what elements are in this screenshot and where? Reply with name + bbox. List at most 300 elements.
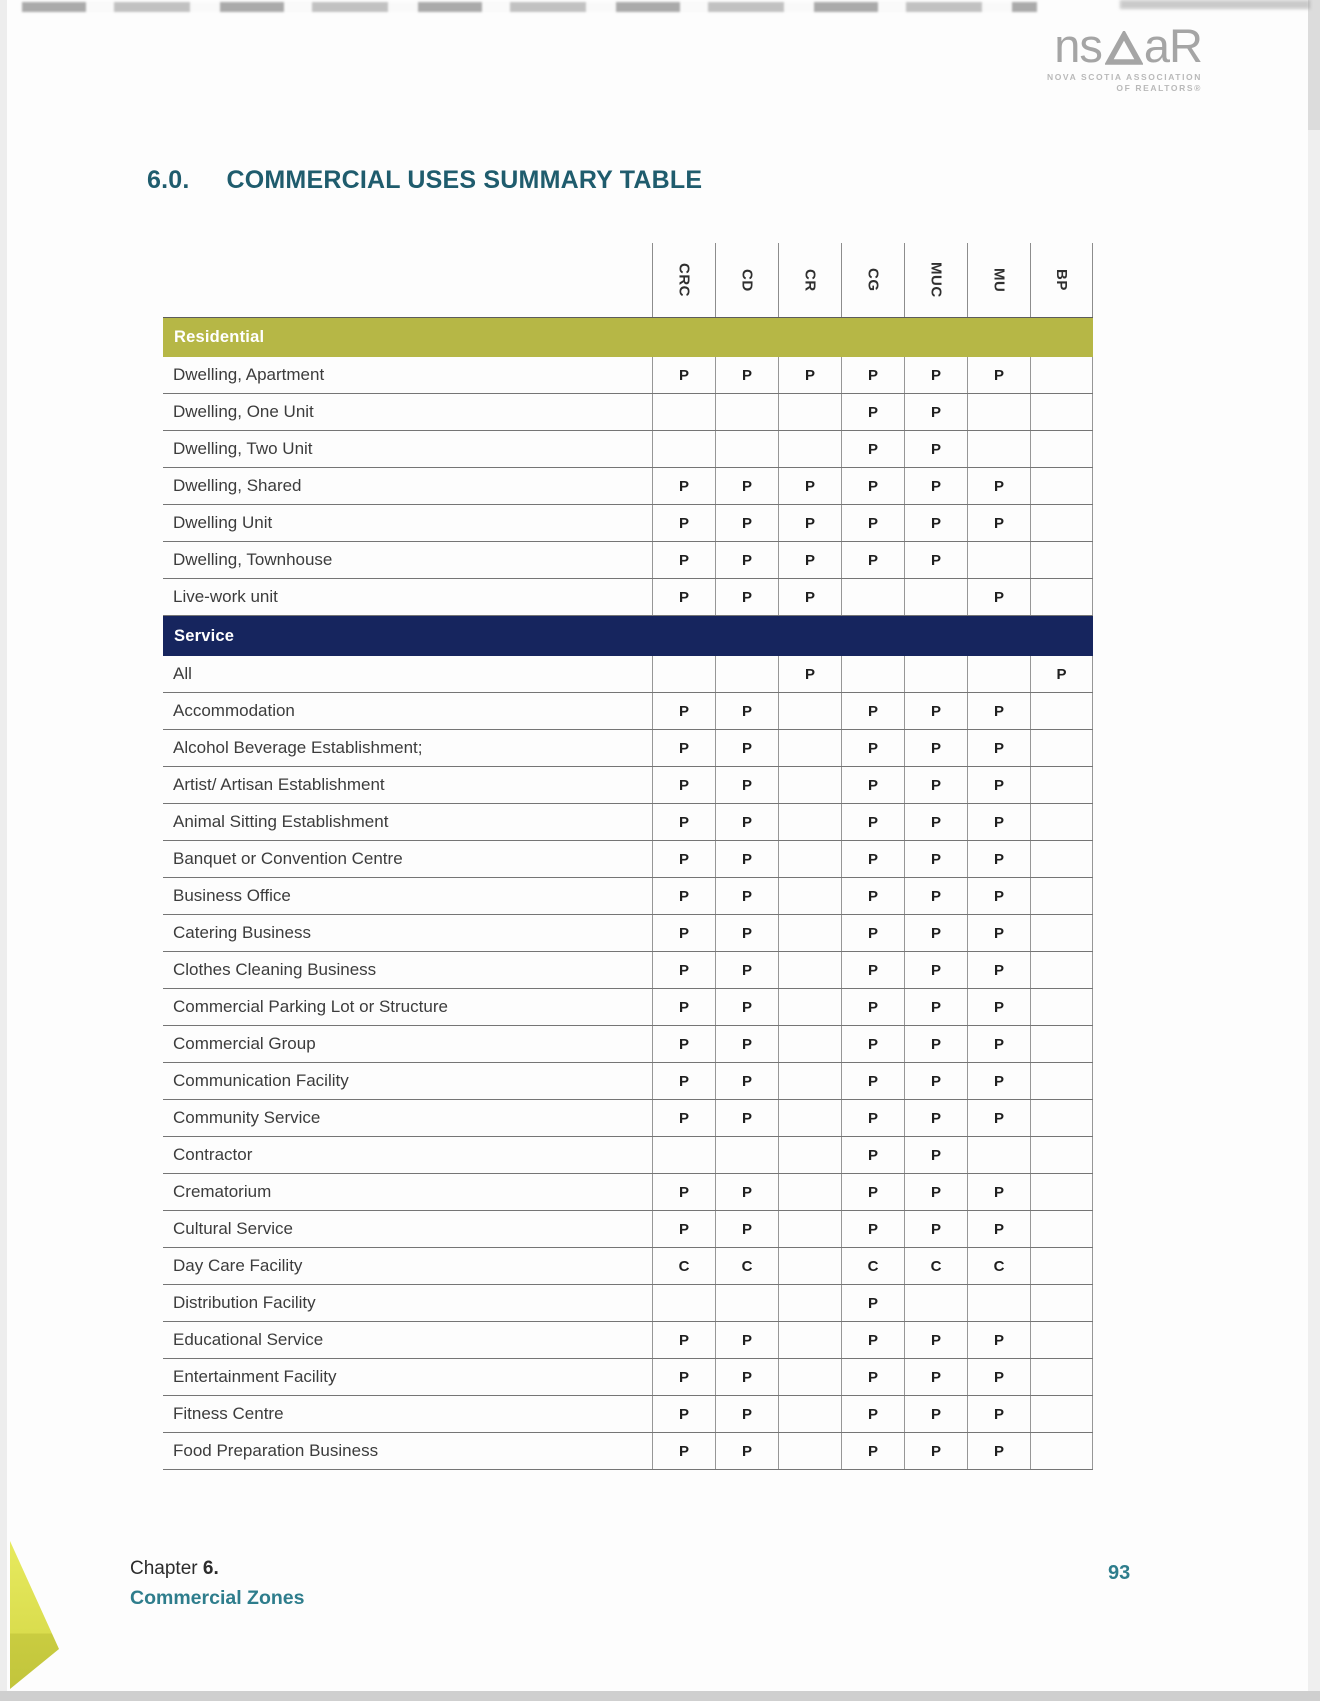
permission-cell — [715, 1285, 778, 1321]
permission-cell: P — [904, 878, 967, 914]
permission-cell: P — [841, 952, 904, 988]
permission-cell: P — [715, 1100, 778, 1136]
permission-cell: P — [904, 1026, 967, 1062]
permission-cell: P — [841, 1396, 904, 1432]
permission-cell: P — [967, 693, 1030, 729]
permission-cell: P — [967, 1174, 1030, 1210]
permission-cell: P — [652, 730, 715, 766]
column-header-label: MU — [990, 267, 1008, 293]
logo-tagline — [1047, 72, 1202, 95]
table-row — [163, 431, 1093, 468]
permission-cell — [904, 1285, 967, 1321]
table-header-row — [163, 243, 1093, 317]
commercial-uses-table — [163, 243, 1093, 1470]
scan-artifact-top-right — [1120, 0, 1310, 9]
use-label: Food Preparation Business — [173, 1441, 379, 1460]
permission-cell — [652, 394, 715, 430]
permission-cell: P — [652, 357, 715, 393]
permission-cell: P — [904, 693, 967, 729]
permission-cell: P — [904, 1063, 967, 1099]
permission-cell: P — [967, 1433, 1030, 1469]
use-label: Entertainment Facility — [173, 1367, 337, 1386]
permission-cell: P — [841, 730, 904, 766]
permission-cell: P — [967, 1026, 1030, 1062]
permission-cell — [778, 878, 841, 914]
use-label: Live-work unit — [173, 587, 278, 606]
use-label: Animal Sitting Establishment — [173, 812, 389, 831]
permission-cell: P — [652, 505, 715, 541]
permission-cell: P — [904, 1211, 967, 1247]
page-number: 93 — [1108, 1562, 1131, 1584]
permission-cell — [778, 730, 841, 766]
section-band-residential — [163, 317, 1093, 357]
column-header-cr — [778, 243, 841, 317]
permission-cell — [778, 915, 841, 951]
table-row — [163, 656, 1093, 693]
table-row — [163, 1174, 1093, 1211]
column-header-label: CR — [801, 268, 819, 292]
column-header-cd — [715, 243, 778, 317]
permission-cell — [1030, 1211, 1093, 1247]
table-row — [163, 1396, 1093, 1433]
table-row — [163, 915, 1093, 952]
permission-cell: P — [967, 1359, 1030, 1395]
permission-cell: P — [841, 1433, 904, 1469]
permission-cell — [778, 1100, 841, 1136]
permission-cell: P — [841, 1026, 904, 1062]
table-row — [163, 1248, 1093, 1285]
table-row — [163, 841, 1093, 878]
permission-cell — [967, 431, 1030, 467]
permission-cell — [778, 1396, 841, 1432]
permission-cell: P — [715, 1063, 778, 1099]
footer-chapter-title: Commercial Zones — [130, 1587, 305, 1609]
logo-text-ns: ns — [1054, 19, 1102, 72]
footer-chapter-label: Chapter — [130, 1558, 198, 1579]
permission-cell: P — [841, 468, 904, 504]
table-row — [163, 579, 1093, 616]
nsar-logo — [1046, 19, 1202, 95]
permission-cell: P — [715, 468, 778, 504]
scan-artifact-left-edge — [0, 0, 7, 1701]
permission-cell: P — [652, 468, 715, 504]
logo-tagline-line1: NOVA SCOTIA ASSOCIATION — [1046, 72, 1202, 82]
permission-cell: P — [652, 1063, 715, 1099]
permission-cell: P — [652, 952, 715, 988]
permission-cell: P — [904, 915, 967, 951]
permission-cell — [652, 656, 715, 692]
permission-cell: P — [778, 505, 841, 541]
permission-cell: P — [904, 1100, 967, 1136]
permission-cell — [1030, 841, 1093, 877]
use-label: Dwelling Unit — [173, 513, 273, 532]
permission-cell: P — [778, 656, 841, 692]
permission-cell: P — [778, 542, 841, 578]
permission-cell — [1030, 767, 1093, 803]
permission-cell — [715, 656, 778, 692]
table-row — [163, 952, 1093, 989]
use-label: Commercial Group — [173, 1034, 316, 1053]
permission-cell: P — [841, 394, 904, 430]
use-label: Crematorium — [173, 1182, 272, 1201]
permission-cell: P — [715, 1433, 778, 1469]
permission-cell: P — [841, 767, 904, 803]
column-header-crc — [652, 243, 715, 317]
permission-cell — [967, 656, 1030, 692]
footer-chapter-number: 6. — [202, 1558, 219, 1579]
table-header-spacer — [163, 243, 652, 317]
permission-cell — [1030, 1174, 1093, 1210]
permission-cell — [1030, 394, 1093, 430]
permission-cell: P — [904, 989, 967, 1025]
use-label: Contractor — [173, 1145, 253, 1164]
permission-cell — [1030, 989, 1093, 1025]
table-row — [163, 730, 1093, 767]
permission-cell: P — [841, 1137, 904, 1173]
table-row — [163, 542, 1093, 579]
permission-cell: P — [715, 693, 778, 729]
permission-cell: P — [967, 1211, 1030, 1247]
permission-cell — [1030, 1026, 1093, 1062]
permission-cell — [778, 952, 841, 988]
use-label: Alcohol Beverage Establishment; — [173, 738, 423, 757]
use-label: Cultural Service — [173, 1219, 293, 1238]
permission-cell: P — [652, 989, 715, 1025]
permission-cell — [1030, 1396, 1093, 1432]
permission-cell: P — [652, 841, 715, 877]
permission-cell: P — [967, 989, 1030, 1025]
permission-cell: P — [715, 1174, 778, 1210]
permission-cell — [841, 656, 904, 692]
permission-cell: P — [904, 1137, 967, 1173]
column-header-bp — [1030, 243, 1093, 317]
scan-artifact-bottom-edge — [0, 1691, 1320, 1701]
table-row — [163, 693, 1093, 730]
use-label: Educational Service — [173, 1330, 324, 1349]
permission-cell: P — [715, 542, 778, 578]
permission-cell — [715, 431, 778, 467]
permission-cell: P — [841, 1285, 904, 1321]
permission-cell — [1030, 1285, 1093, 1321]
permission-cell — [652, 1137, 715, 1173]
scan-artifact-top-edge — [22, 2, 1037, 12]
table-row — [163, 1026, 1093, 1063]
nsar-logo-wordmark — [1047, 19, 1202, 72]
permission-cell: P — [904, 468, 967, 504]
permission-cell: P — [778, 579, 841, 615]
permission-cell: P — [904, 394, 967, 430]
permission-cell: P — [652, 767, 715, 803]
permission-cell — [1030, 804, 1093, 840]
permission-cell: P — [841, 989, 904, 1025]
permission-cell: P — [904, 730, 967, 766]
permission-cell: P — [715, 1211, 778, 1247]
permission-cell: P — [967, 1396, 1030, 1432]
use-label: Commercial Parking Lot or Structure — [173, 997, 448, 1016]
permission-cell: P — [967, 579, 1030, 615]
permission-cell: P — [904, 431, 967, 467]
permission-cell: P — [904, 1174, 967, 1210]
permission-cell — [715, 1137, 778, 1173]
permission-cell — [904, 656, 967, 692]
permission-cell: P — [652, 1359, 715, 1395]
permission-cell: C — [967, 1248, 1030, 1284]
permission-cell: P — [967, 952, 1030, 988]
section-band-service — [163, 616, 1093, 656]
permission-cell — [778, 1174, 841, 1210]
table-row — [163, 505, 1093, 542]
permission-cell: P — [841, 431, 904, 467]
permission-cell: P — [715, 1396, 778, 1432]
logo-triangle-icon — [1105, 31, 1143, 65]
permission-cell — [967, 394, 1030, 430]
permission-cell: P — [904, 357, 967, 393]
permission-cell — [1030, 915, 1093, 951]
permission-cell: P — [715, 579, 778, 615]
permission-cell: P — [652, 1433, 715, 1469]
use-label: Clothes Cleaning Business — [173, 960, 377, 979]
scan-artifact-right-edge — [1308, 0, 1320, 1701]
use-label: Accommodation — [173, 701, 295, 720]
permission-cell: P — [652, 804, 715, 840]
logo-tagline-line2: OF REALTORS® — [1116, 83, 1202, 94]
use-label: Dwelling, Two Unit — [173, 439, 313, 458]
permission-cell: P — [967, 1063, 1030, 1099]
permission-cell — [778, 767, 841, 803]
use-label: Distribution Facility — [173, 1293, 316, 1312]
table-row — [163, 1211, 1093, 1248]
permission-cell: P — [841, 878, 904, 914]
use-label: Banquet or Convention Centre — [173, 849, 403, 868]
permission-cell: P — [841, 915, 904, 951]
table-row — [163, 394, 1093, 431]
permission-cell — [1030, 952, 1093, 988]
permission-cell — [1030, 357, 1093, 393]
permission-cell: P — [967, 505, 1030, 541]
permission-cell: P — [715, 1359, 778, 1395]
permission-cell: P — [904, 542, 967, 578]
permission-cell: P — [967, 841, 1030, 877]
permission-cell — [778, 693, 841, 729]
permission-cell — [1030, 878, 1093, 914]
permission-cell: P — [715, 1322, 778, 1358]
permission-cell — [841, 579, 904, 615]
permission-cell — [778, 841, 841, 877]
permission-cell — [778, 1433, 841, 1469]
use-label: Dwelling, Apartment — [173, 365, 325, 384]
permission-cell: P — [841, 804, 904, 840]
column-header-label: CD — [738, 268, 756, 292]
permission-cell — [904, 579, 967, 615]
permission-cell: P — [652, 878, 715, 914]
permission-cell: P — [715, 1026, 778, 1062]
permission-cell: P — [715, 989, 778, 1025]
permission-cell: C — [715, 1248, 778, 1284]
use-label: Dwelling, Shared — [173, 476, 302, 495]
permission-cell: P — [1030, 656, 1093, 692]
permission-cell — [778, 1211, 841, 1247]
permission-cell: P — [904, 1322, 967, 1358]
permission-cell — [1030, 1248, 1093, 1284]
section-band-label: Residential — [174, 328, 265, 346]
section-band-label: Service — [174, 626, 235, 645]
permission-cell — [1030, 1359, 1093, 1395]
permission-cell — [778, 394, 841, 430]
permission-cell — [652, 431, 715, 467]
permission-cell: P — [652, 1100, 715, 1136]
permission-cell — [778, 1322, 841, 1358]
column-header-cg — [841, 243, 904, 317]
use-label: Business Office — [173, 886, 291, 905]
permission-cell: P — [967, 878, 1030, 914]
table-row — [163, 1322, 1093, 1359]
permission-cell: P — [841, 1063, 904, 1099]
use-label: Fitness Centre — [173, 1404, 284, 1423]
logo-text-ar: aR — [1143, 19, 1202, 72]
permission-cell: P — [841, 1322, 904, 1358]
permission-cell: P — [841, 357, 904, 393]
table-row — [163, 989, 1093, 1026]
permission-cell — [967, 1285, 1030, 1321]
permission-cell: P — [904, 767, 967, 803]
permission-cell: P — [841, 1211, 904, 1247]
permission-cell — [778, 431, 841, 467]
table-row — [163, 878, 1093, 915]
permission-cell: P — [967, 1322, 1030, 1358]
permission-cell — [1030, 579, 1093, 615]
permission-cell: P — [904, 1433, 967, 1469]
permission-cell: P — [967, 357, 1030, 393]
permission-cell: P — [715, 841, 778, 877]
permission-cell: P — [778, 357, 841, 393]
permission-cell — [1030, 1433, 1093, 1469]
table-row — [163, 767, 1093, 804]
column-header-label: BP — [1053, 269, 1070, 291]
permission-cell: P — [652, 1396, 715, 1432]
column-header-mu — [967, 243, 1030, 317]
permission-cell — [778, 1359, 841, 1395]
permission-cell: P — [841, 505, 904, 541]
permission-cell — [778, 1063, 841, 1099]
table-row — [163, 1137, 1093, 1174]
permission-cell: P — [652, 1174, 715, 1210]
table-row — [163, 1433, 1093, 1470]
table-row — [163, 357, 1093, 394]
table-row — [163, 468, 1093, 505]
permission-cell: P — [904, 804, 967, 840]
permission-cell: P — [652, 1026, 715, 1062]
table-row — [163, 1285, 1093, 1322]
use-label: Day Care Facility — [173, 1256, 303, 1275]
permission-cell — [778, 1285, 841, 1321]
permission-cell — [1030, 1100, 1093, 1136]
permission-cell: P — [715, 915, 778, 951]
table-row — [163, 1100, 1093, 1137]
column-header-muc — [904, 243, 967, 317]
permission-cell: C — [652, 1248, 715, 1284]
table-row — [163, 1063, 1093, 1100]
column-header-label: CRC — [675, 263, 693, 297]
use-label: Catering Business — [173, 923, 311, 942]
permission-cell: P — [904, 505, 967, 541]
permission-cell — [778, 804, 841, 840]
permission-cell — [778, 1137, 841, 1173]
permission-cell: P — [715, 952, 778, 988]
permission-cell: P — [652, 579, 715, 615]
title-text: COMMERCIAL USES SUMMARY TABLE — [226, 166, 703, 194]
permission-cell: P — [715, 804, 778, 840]
page-title — [147, 166, 702, 195]
permission-cell: P — [841, 1359, 904, 1395]
permission-cell — [1030, 730, 1093, 766]
footer-chapter-line — [130, 1558, 304, 1580]
use-label: Dwelling, One Unit — [173, 402, 314, 421]
permission-cell: P — [967, 804, 1030, 840]
corner-arrow-graphic — [7, 1537, 63, 1693]
permission-cell: P — [904, 1359, 967, 1395]
table-row — [163, 804, 1093, 841]
permission-cell: P — [715, 505, 778, 541]
permission-cell: P — [652, 1211, 715, 1247]
use-label: Artist/ Artisan Establishment — [173, 775, 385, 794]
permission-cell — [1030, 1322, 1093, 1358]
permission-cell — [967, 1137, 1030, 1173]
permission-cell: P — [778, 468, 841, 504]
permission-cell: P — [841, 841, 904, 877]
permission-cell: P — [904, 841, 967, 877]
permission-cell — [1030, 1063, 1093, 1099]
permission-cell: P — [967, 915, 1030, 951]
permission-cell: C — [841, 1248, 904, 1284]
permission-cell — [967, 542, 1030, 578]
permission-cell: P — [841, 693, 904, 729]
use-label: Community Service — [173, 1108, 321, 1127]
permission-cell: P — [841, 1100, 904, 1136]
permission-cell: P — [652, 693, 715, 729]
permission-cell — [652, 1285, 715, 1321]
permission-cell: P — [841, 1174, 904, 1210]
use-label: Dwelling, Townhouse — [173, 550, 333, 569]
permission-cell — [1030, 431, 1093, 467]
permission-cell: P — [967, 767, 1030, 803]
permission-cell — [715, 394, 778, 430]
permission-cell: P — [652, 542, 715, 578]
use-label: All — [173, 664, 192, 683]
permission-cell: P — [967, 730, 1030, 766]
permission-cell — [778, 989, 841, 1025]
permission-cell: P — [652, 1322, 715, 1358]
permission-cell: P — [967, 1100, 1030, 1136]
table-row — [163, 1359, 1093, 1396]
permission-cell: P — [904, 952, 967, 988]
permission-cell — [1030, 1137, 1093, 1173]
scan-artifact-right-top — [1308, 0, 1320, 130]
footer-chapter — [130, 1558, 304, 1610]
permission-cell: P — [967, 468, 1030, 504]
permission-cell: P — [904, 1396, 967, 1432]
permission-cell — [778, 1248, 841, 1284]
permission-cell: P — [715, 878, 778, 914]
permission-cell — [1030, 468, 1093, 504]
permission-cell: P — [715, 767, 778, 803]
permission-cell — [1030, 542, 1093, 578]
use-label: Communication Facility — [173, 1071, 349, 1090]
permission-cell: P — [652, 915, 715, 951]
permission-cell — [1030, 693, 1093, 729]
column-header-label: MUC — [927, 262, 945, 298]
permission-cell: P — [841, 542, 904, 578]
title-number: 6.0. — [147, 166, 190, 194]
